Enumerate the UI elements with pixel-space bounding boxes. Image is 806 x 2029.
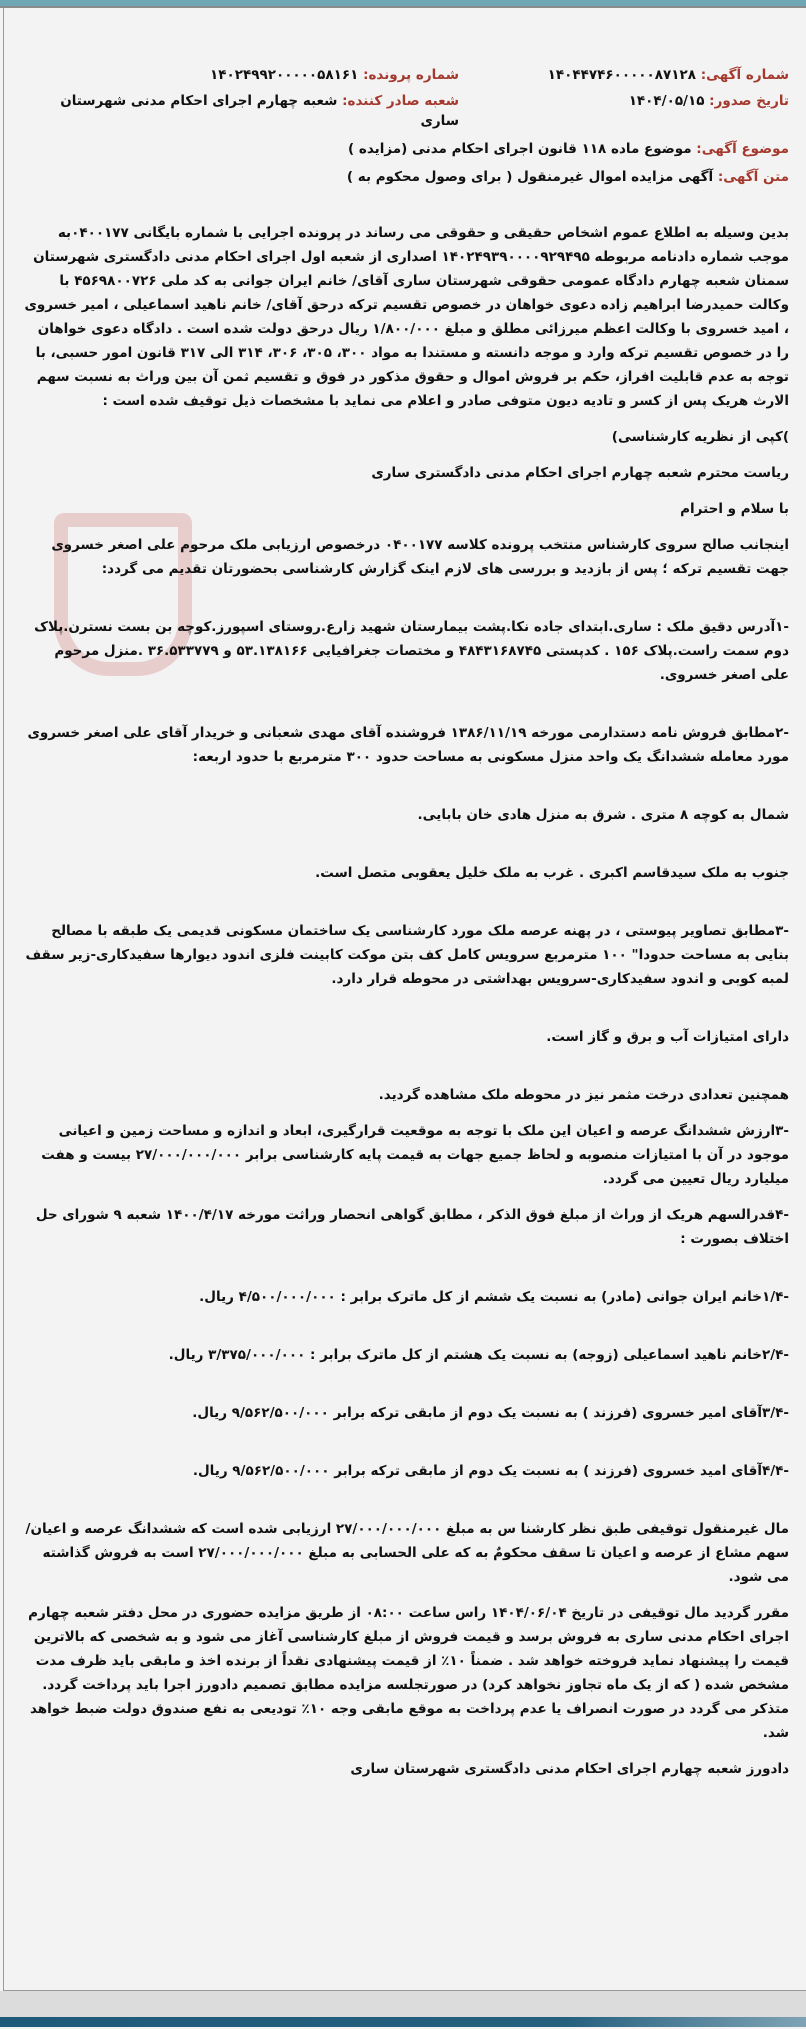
- subject-field: [24, 139, 789, 159]
- issuer-value: شعبه چهارم اجرای احکام مدنی شهرستان ساری: [60, 93, 459, 129]
- case-number-field: [24, 65, 459, 85]
- header-row-2: [24, 91, 789, 131]
- item-address: -۱آدرس دقیق ملک : ساری.ابتدای جاده نکا.پشت بیمارستان شهید زارع.روستای اسپورز.کوچه بن بست نسترن.پلاک دوم سمت راست.پلاک ۱۵۶ . کدپستی ۴۸۴۳۱۶۸۷۴۵ و مختصات جغرافیایی ۵۳.۱۳۸۱۶۶ و ۳۶.۵۳۳۷۷۹ .منزل مرحوم علی اصغر خسروی.: [34, 619, 789, 683]
- subject-label: موضوع آگهی:: [696, 141, 789, 157]
- greeting: با سلام و احترام: [680, 501, 789, 517]
- auction-terms-paragraph: مقرر گردید مال توقیفی در تاریخ ۱۴۰۴/۰۶/۰۴ راس ساعت ۰۸:۰۰ از طریق مزایده حضوری در محل دفتر شعبه چهارم اجرای احکام مدنی ساری به فروش برسد و قیمت فروش از مبلغ کارشناسی آغاز می شود و به شخصی که بالاترین قیمت را پیشنهاد نماید فروخته خواهد شد . ضمناً ۱۰٪ از قیمت پیشنهادی نقداً از برنده اخذ و مابقی باید ظرف مدت مشخص شده ( که از یک ماه تجاوز نخواهد کرد) در صورتجلسه مزایده مطابق تصمیم دادورز اجرا باید پرداخت گردد. متذکر می گردد در صورت انصراف یا عدم پرداخت به موقع مابقی وجه ۱۰٪ تودیعی به نفع صندوق دولت ضبط خواهد شد.: [28, 1605, 789, 1741]
- issuer-label: شعبه صادر کننده:: [342, 93, 459, 109]
- ad-number-field: [459, 65, 789, 85]
- window-title-bar: [0, 0, 806, 8]
- utilities-note: دارای امتیازات آب و برق و گاز است.: [546, 1029, 789, 1045]
- issuer-field: [24, 91, 459, 131]
- item-heirs-shares: -۴قدرالسهم هریک از وراث از مبلغ فوق الذکر ، مطابق گواهی انحصار وراثت مورخه ۱۴۰۰/۴/۱۷ شعبه ۹ شورای حل اختلاف بصورت :: [35, 1207, 789, 1247]
- expert-intro-paragraph: اینجانب صالح سروی کارشناس منتخب پرونده کلاسه ۰۴۰۰۱۷۷ درخصوص ارزیابی ملک مرحوم علی اصغر خسروی جهت تقسیم ترکه ؛ پس از بازدید و بررسی های لازم اینک گزارش کارشناسی بحضورتان تقدیم می گردد:: [51, 537, 789, 577]
- salutation-recipient: ریاست محترم شعبه چهارم اجرای احکام مدنی دادگستری ساری: [371, 465, 789, 481]
- header-row-1: [24, 65, 789, 85]
- heir-share-3: -۳/۴آقای امیر خسروی (فرزند ) به نسبت یک دوم از مابقی ترکه برابر ۹/۵۶۲/۵۰۰/۰۰۰ ریال.: [192, 1405, 789, 1421]
- taskbar: [0, 2017, 806, 2027]
- notice-text-label: متن آگهی:: [717, 169, 789, 185]
- signature-line: دادورز شعبه چهارم اجرای احکام مدنی دادگستری شهرستان ساری: [350, 1761, 789, 1777]
- notice-content: [24, 8, 789, 1833]
- boundaries-north-east: شمال به کوچه ۸ متری . شرق به منزل هادی خان بابایی.: [417, 807, 789, 823]
- case-number-value: ۱۴۰۲۴۹۹۲۰۰۰۰۰۵۸۱۶۱: [210, 67, 359, 83]
- footer-bar: [0, 1991, 806, 2017]
- heir-share-2: -۲/۴خانم ناهید اسماعیلی (زوجه) به نسبت یک هشتم از کل ماترک برابر : ۳/۳۷۵/۰۰۰/۰۰۰ ریال.: [168, 1347, 789, 1363]
- notice-panel: [3, 8, 806, 1991]
- boundaries-south-west: جنوب به ملک سیدقاسم اکبری . غرب به ملک خلیل یعقوبی متصل است.: [315, 865, 789, 881]
- expert-opinion-heading: )کپی از نظریه کارشناسی): [611, 429, 789, 445]
- case-number-label: شماره پرونده:: [363, 67, 459, 83]
- intro-paragraph: بدین وسیله به اطلاع عموم اشخاص حقیقی و حقوقی می رساند در پرونده اجرایی با شماره بایگانی ۰۴۰۰۱۷۷به موجب شماره دادنامه مربوطه ۱۴۰۲۴۹۳۹۰۰۰۰۹۲۹۴۹۵ اصداری از شعبه اول اجرای احکام مدنی دادگستری شهرستان سمنان شعبه چهارم دادگاه عمومی حقوقی شهرستان ساری آقای/ خانم ایران جوانی به کد ملی ۴۵۶۹۸۰۰۷۲۶ با وکالت حمیدرضا ابراهیم زاده دعوی خواهان در خصوص تقسیم ترکه درحق آقای/ خانم ناهید اسماعیلی ، امیر خسروی ، امید خسروی با وکالت اعظم میرزائی مطلق و مبلغ ۱/۸۰۰/۰۰۰ ریال درحق دولت شده است . دادگاه دعوی خواهان را در خصوص تقسیم ترکه وارد و موجه دانسته و مستندا به مواد ۳۰۰، ۳۰۵، ۳۰۶، ۳۱۴ الی ۳۱۷ قانون امور حسبی، با توجه به عدم قابلیت افراز، حکم بر فروش اموال و حقوق مذکور در فوق و تقسیم ثمن آن بین وراث به نسبت سهم الارث هریک پس از کسر و تادیه دیون متوفی صادر و اعلام می نماید با مشخصات ذیل توقیف شده است :: [24, 225, 789, 409]
- item-sale-deed: -۲مطابق فروش نامه دستدارمی مورخه ۱۳۸۶/۱۱/۱۹ فروشنده آقای مهدی شعبانی و خریدار آقای علی اصغر خسروی مورد معامله ششدانگ یک واحد منزل مسکونی به مساحت حدود ۳۰۰ مترمربع با حدود اربعه:: [27, 725, 789, 765]
- issue-date-field: [459, 91, 789, 131]
- heir-share-1: -۱/۴خانم ایران جوانی (مادر) به نسبت یک ششم از کل ماترک برابر : ۴/۵۰۰/۰۰۰/۰۰۰ ریال.: [199, 1289, 789, 1305]
- ad-number-value: ۱۴۰۴۴۷۴۶۰۰۰۰۰۸۷۱۲۸: [547, 67, 696, 83]
- ad-number-label: شماره آگهی:: [700, 67, 789, 83]
- item-valuation: -۳ارزش ششدانگ عرصه و اعیان این ملک با توجه به موقعیت قرارگیری، ابعاد و اندازه و مساحت زمین و اعیانی موجود در آن با امتیازات منصوبه و لحاظ جمیع جهات به قیمت پایه کارشناسی برابر ۲۷/۰۰۰/۰۰۰/۰۰۰ بیست و هفت میلیارد ریال تعیین می گردد.: [41, 1123, 789, 1187]
- notice-text-value: آگهی مزایده اموال غیرمنقول ( برای وصول محکوم به ): [346, 169, 714, 185]
- item-building-description: -۳مطابق تصاویر پیوستی ، در پهنه عرصه ملک مورد کارشناسی یک ساختمان مسکونی قدیمی یک طبقه با مصالح بنایی به مساحت حدودا" ۱۰۰ مترمربع سرویس کامل کف بتن موکت کابینت فلزی اندود دیوارها سفیدکاری-زیر سقف لمبه کوبی و اندود سفیدکاری-سرویس بهداشتی در محوطه قرار دارد.: [25, 923, 789, 987]
- subject-value: موضوع ماده ۱۱۸ قانون اجرای احکام مدنی (مزایده ): [348, 141, 692, 157]
- trees-note: همچنین تعدادی درخت مثمر نیز در محوطه ملک مشاهده گردید.: [378, 1087, 789, 1103]
- issue-date-label: تاریخ صدور:: [709, 93, 789, 109]
- notice-text-field: [24, 167, 789, 187]
- seized-property-paragraph: مال غیرمنقول توقیفی طبق نظر کارشنا س به مبلغ ۲۷/۰۰۰/۰۰۰/۰۰۰ ارزیابی شده است که ششدانگ عرصه و اعیان/ سهم مشاع از عرصه و اعیان تا سقف محکومٌ به که علی الحسابی به مبلغ ۲۷/۰۰۰/۰۰۰/۰۰۰ است به فروش گذاشته می شود.: [25, 1521, 789, 1585]
- heir-share-4: -۴/۴آقای امید خسروی (فرزند ) به نسبت یک دوم از مابقی ترکه برابر ۹/۵۶۲/۵۰۰/۰۰۰ ریال.: [192, 1463, 789, 1479]
- issue-date-value: ۱۴۰۴/۰۵/۱۵: [628, 93, 705, 109]
